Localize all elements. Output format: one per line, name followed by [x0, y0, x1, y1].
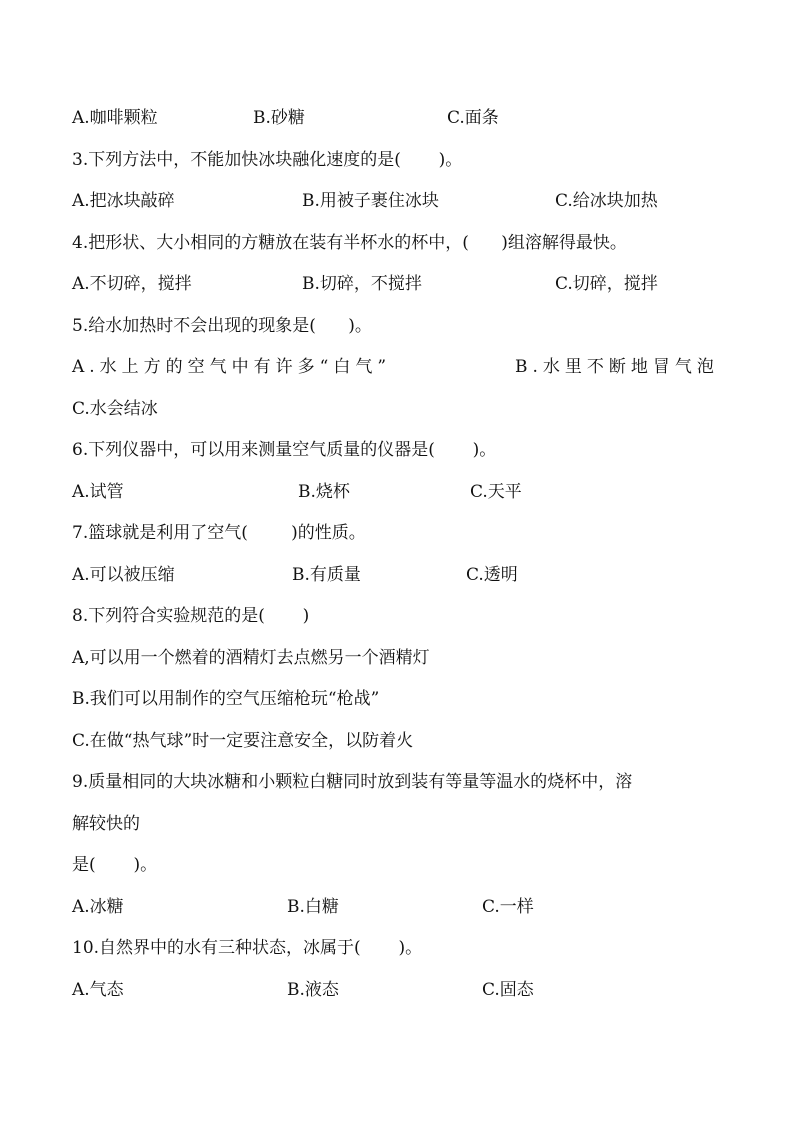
q8-option-b: B.我们可以用制作的空气压缩枪玩“枪战”: [72, 689, 380, 709]
q5-option-b: B.水里不断地冒气泡: [515, 357, 719, 377]
q5-stem: 5.给水加热时不会出现的现象是( )。: [72, 316, 372, 336]
q5-option-a: A.水上方的空气中有许多“白气”: [72, 357, 392, 377]
q8-option-a: A,可以用一个燃着的酒精灯去点燃另一个酒精灯: [72, 648, 430, 668]
q6-stem: 6.下列仪器中，可以用来测量空气质量的仪器是( )。: [72, 440, 497, 460]
q2-option-a: A.咖啡颗粒: [72, 108, 158, 128]
q3-stem: 3.下列方法中，不能加快冰块融化速度的是( )。: [72, 150, 463, 170]
q6-option-a: A.试管: [72, 482, 124, 502]
q6-option-b: B.烧杯: [298, 482, 350, 502]
q10-option-c: C.固态: [482, 980, 534, 1000]
q7-stem: 7.篮球就是利用了空气( )的性质。: [72, 523, 366, 543]
q7-option-c: C.透明: [466, 565, 518, 585]
q7-option-b: B.有质量: [292, 565, 361, 585]
q3-option-a: A.把冰块敲碎: [72, 191, 175, 211]
q5-option-c: C.水会结冰: [72, 399, 158, 419]
q10-option-a: A.气态: [72, 980, 124, 1000]
q3-option-c: C.给冰块加热: [555, 191, 658, 211]
q8-option-c: C.在做“热气球”时一定要注意安全，以防着火: [72, 731, 414, 751]
q4-option-a: A.不切碎，搅拌: [72, 274, 192, 294]
q6-option-c: C.天平: [470, 482, 522, 502]
q3-option-b: B.用被子裹住冰块: [302, 191, 439, 211]
q10-stem: 10.自然界中的水有三种状态，冰属于( )。: [72, 938, 423, 958]
q2-option-b: B.砂糖: [253, 108, 305, 128]
q8-stem: 8.下列符合实验规范的是( ): [72, 606, 310, 626]
q9-stem-line1: 9.质量相同的大块冰糖和小颗粒白糖同时放到装有等量等温水的烧杯中，溶: [72, 772, 633, 792]
q2-option-c: C.面条: [447, 108, 499, 128]
q9-stem-line2: 解较快的: [72, 814, 140, 834]
q9-stem-line3: 是( )。: [72, 855, 158, 875]
q7-option-a: A.可以被压缩: [72, 565, 175, 585]
q9-option-c: C.一样: [482, 897, 534, 917]
q9-option-a: A.冰糖: [72, 897, 124, 917]
q9-option-b: B.白糖: [287, 897, 339, 917]
q4-option-b: B.切碎，不搅拌: [302, 274, 422, 294]
q10-option-b: B.液态: [287, 980, 339, 1000]
q4-stem: 4.把形状、大小相同的方糖放在装有半杯水的杯中，( )组溶解得最快。: [72, 233, 627, 253]
q4-option-c: C.切碎，搅拌: [555, 274, 658, 294]
